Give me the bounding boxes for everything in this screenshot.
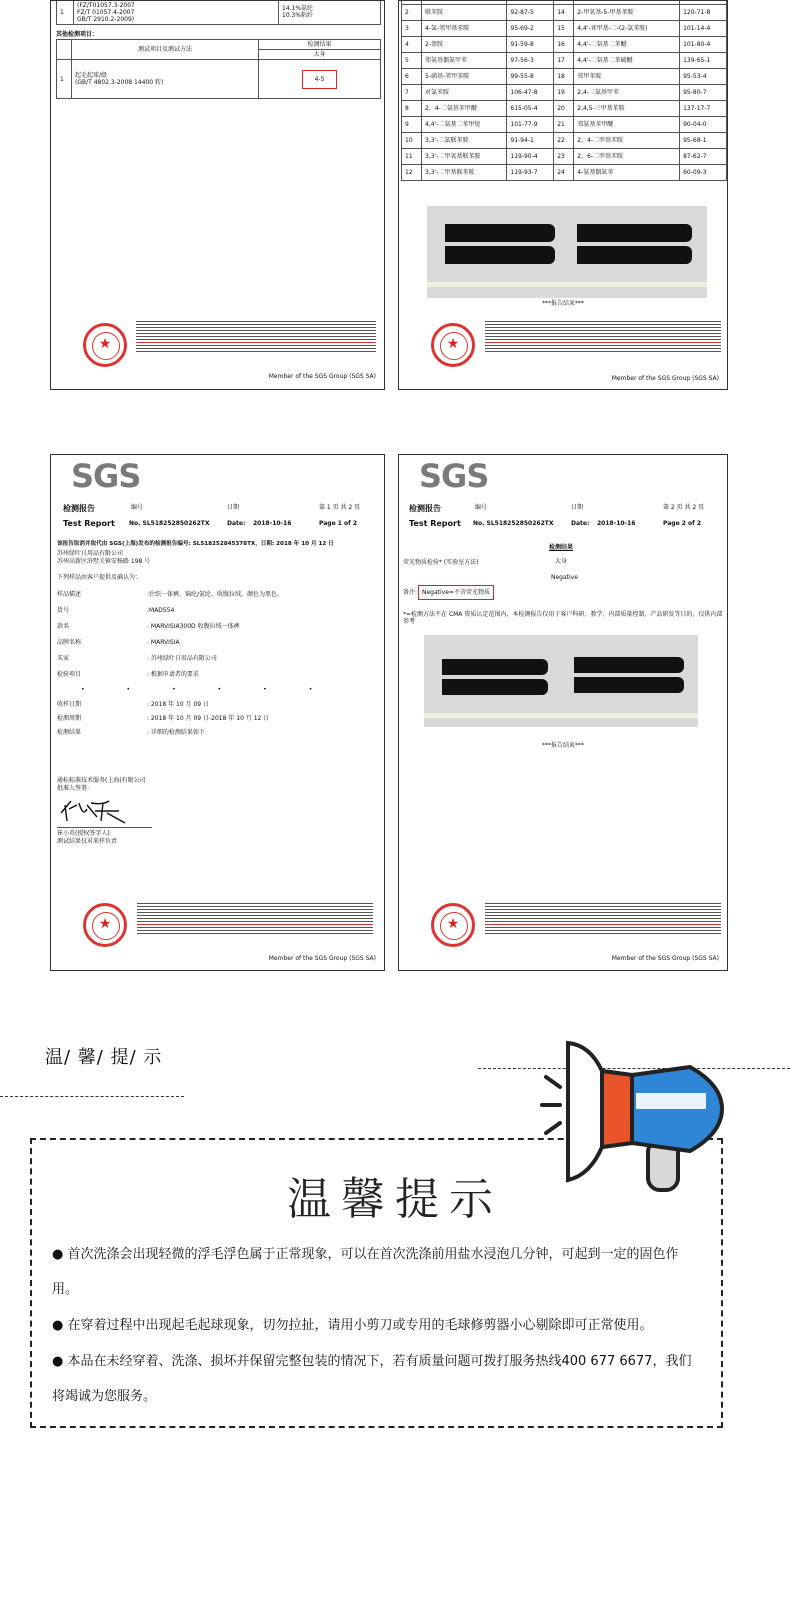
- table-cell: 2-萘胺: [422, 37, 507, 53]
- client-name: 苏州绿叶日用品有限公司: [57, 550, 124, 557]
- table-cell: 邻氨基苯甲醚: [574, 117, 680, 133]
- signature: [57, 795, 137, 825]
- field-value: : 2018 年 10 月 09 日-2018 年 10 月 12 日: [147, 715, 270, 722]
- table-cell: 2,4,5-三甲基苯胺: [574, 101, 680, 117]
- table-cell: 14: [554, 5, 574, 21]
- disclaimer: *=检测方法不在 CMA 资质认定范围内，本检测报告仅用于客户科研、教学、内部质量控制、产品研发等目的，仅供内部参考: [403, 611, 723, 625]
- field-label: 收样日期: [57, 701, 82, 708]
- report-page-1-fragment: [50, 0, 385, 390]
- row-no: 1: [57, 60, 72, 99]
- report-page-2: [398, 454, 728, 971]
- sgs-logo: SGS: [71, 457, 141, 495]
- table-cell: 17: [554, 53, 574, 69]
- table-cell: 4-氨基偶氮苯: [574, 165, 680, 181]
- fluorescence-result: Negative: [551, 574, 578, 581]
- page-cn: 第 2 页 共 2 页: [663, 504, 705, 511]
- field-value: : 详细的检测结果如下: [147, 729, 205, 736]
- date-value: 2018-10-16: [253, 520, 292, 527]
- table-cell: 邻氨基偶氮甲苯: [422, 53, 507, 69]
- field-label: 买家: [57, 655, 70, 662]
- amine-table: [401, 0, 727, 181]
- divider-left: [0, 1096, 184, 1097]
- table-row: [402, 37, 727, 53]
- no-label: 编号: [131, 504, 144, 511]
- title-en: Test Report: [63, 519, 115, 528]
- col-result: 检测结果: [259, 40, 381, 50]
- table-row: [402, 85, 727, 101]
- table-cell: 3,3'-二氯联苯胺: [422, 133, 507, 149]
- table-cell: 137-17-7: [680, 101, 727, 117]
- table-cell: 60-09-3: [680, 165, 727, 181]
- table-row: [402, 133, 727, 149]
- sgs-seal: ★: [431, 903, 475, 947]
- table-cell: 2，6-二甲基苯胺: [574, 149, 680, 165]
- field-label: 货号: [57, 607, 70, 614]
- sgs-seal: ★: [83, 903, 127, 947]
- result-size: 大身: [555, 558, 568, 565]
- date-label: Date:: [571, 520, 590, 527]
- note-prefix: 备注:: [403, 589, 418, 596]
- field-label: 款名: [57, 623, 70, 630]
- product-photo: [427, 206, 707, 298]
- table-cell: 3,3'-二甲基联苯胺: [422, 165, 507, 181]
- sgs-seal: ★: [431, 323, 475, 367]
- date-cn: 日期: [571, 504, 584, 511]
- table-cell: 4,4'-二氨基二苯甲烷: [422, 117, 507, 133]
- table-cell: 2，4-二氨基苯甲醚: [422, 101, 507, 117]
- table-cell: 2: [402, 5, 422, 21]
- table-cell: 101-77-9: [507, 117, 554, 133]
- tips-small-title: 温/ 馨/ 提/ 示: [45, 1047, 163, 1068]
- field-label: 样品描述: [57, 591, 82, 598]
- table-cell: 4: [402, 37, 422, 53]
- field-label: 品牌名称: [57, 639, 82, 646]
- member-text: Member of the SGS Group (SGS SA): [611, 955, 719, 962]
- table-cell: 91-94-1: [507, 133, 554, 149]
- dots-row: ••••••: [81, 686, 355, 693]
- table-cell: 6: [402, 69, 422, 85]
- table-cell: 2-甲氧基-5-甲基苯胺: [574, 5, 680, 21]
- table-row: [402, 117, 727, 133]
- product-photo: [424, 635, 698, 727]
- table-cell: 联苯胺: [422, 5, 507, 21]
- fine-print: [136, 321, 376, 354]
- table-cell: 3,3'-二甲氧基联苯胺: [422, 149, 507, 165]
- page-cn: 第 1 页 共 2 页: [319, 504, 361, 511]
- table-cell: 23: [554, 149, 574, 165]
- field-value: : MARVISIA: [147, 639, 180, 646]
- table-cell: 95-53-4: [680, 69, 727, 85]
- table-row: [402, 5, 727, 21]
- title-cn: 检测报告: [63, 504, 95, 513]
- table-cell: 18: [554, 69, 574, 85]
- table-cell: 3: [402, 21, 422, 37]
- tip-item-1: ● 首次洗涤会出现轻微的浮毛浮色属于正常现象，可以在首次洗涤前用盐水浸泡几分钟，可起到一定的固色作用。: [52, 1247, 679, 1297]
- table-cell: 101-80-4: [680, 37, 727, 53]
- signer-name: 崔小英(授权签字人): [57, 830, 110, 837]
- member-text: Member of the SGS Group (SGS SA): [268, 373, 376, 380]
- report-no: No. SL518252850262TX: [129, 520, 210, 527]
- row-item: 起毛起球/级 (GB/T 4802.3-2008 14400 转): [72, 60, 259, 99]
- table-cell: 119-90-4: [507, 149, 554, 165]
- table-cell: 4,4'-二氨基二苯硫醚: [574, 53, 680, 69]
- table-row: [402, 53, 727, 69]
- table-cell: 5-硝基-邻甲苯胺: [422, 69, 507, 85]
- member-text: Member of the SGS Group (SGS SA): [268, 955, 376, 962]
- tip-item-2: ● 在穿着过程中出现起毛起球现象，切勿拉扯，请用小剪刀或专用的毛球修剪器小心剔除即可正常使用。: [52, 1318, 653, 1333]
- approver-label: 批准人签署:: [57, 785, 90, 792]
- table-cell: 5: [402, 53, 422, 69]
- report-page-1: [50, 454, 385, 971]
- sgs-logo: SGS: [419, 457, 489, 495]
- other-items-label: 其他检测项目：: [56, 31, 99, 38]
- table-cell: 615-05-4: [507, 101, 554, 117]
- tips-title: 温馨提示: [287, 1174, 503, 1225]
- report-end: ***报告结束***: [541, 300, 584, 307]
- table-cell: 97-56-3: [507, 53, 554, 69]
- no-label: 编号: [475, 504, 488, 511]
- member-text: Member of the SGS Group (SGS SA): [611, 375, 719, 382]
- fluorescence-item: 荧光物质检验* (实验室方法): [403, 559, 479, 566]
- field-value: :MAD554: [147, 607, 175, 614]
- table-cell: 99-55-8: [507, 69, 554, 85]
- table-cell: 7: [402, 85, 422, 101]
- table-cell: 95-80-7: [680, 85, 727, 101]
- table-cell: 22: [554, 133, 574, 149]
- table-cell: 91-59-8: [507, 37, 554, 53]
- title-en: Test Report: [409, 519, 461, 528]
- table-row: [402, 149, 727, 165]
- provided-label: 下列样品由客户提供及确认为：: [57, 574, 142, 581]
- field-label: 检测结果: [57, 729, 82, 736]
- table-cell: 11: [402, 149, 422, 165]
- table-cell: 9: [402, 117, 422, 133]
- field-label: 检测周期: [57, 715, 82, 722]
- negative-note: Negative=不含荧光物质: [418, 585, 494, 600]
- table-cell: 95-69-2: [507, 21, 554, 37]
- table-cell: 106-47-8: [507, 85, 554, 101]
- field-label: 检验项目: [57, 671, 82, 678]
- table-cell: 2，4-二甲基苯胺: [574, 133, 680, 149]
- result-disclaimer: 测试结果仅对来样负责: [57, 838, 118, 845]
- pilling-table: [56, 39, 381, 99]
- table-row: [402, 101, 727, 117]
- fine-print: [137, 903, 373, 936]
- fine-print: [485, 321, 721, 354]
- tip-item-3: ● 本品在未经穿着、洗涤、损坏并保留完整包装的情况下，若有质量问题可拨打服务热线400 677 6677，我们将竭诚为您服务。: [52, 1354, 692, 1404]
- table-cell: 20: [554, 101, 574, 117]
- report-amine-table: [398, 0, 728, 390]
- table-cell: 92-87-5: [507, 5, 554, 21]
- fiber-table-end: 1 (FZ/T01057.3-2007 FZ/T 01057.4-2007 GB/T 2910.2-2009) 14.1%氨纶 10.3%粘纤: [56, 0, 381, 25]
- table-cell: 10: [402, 133, 422, 149]
- table-row: [402, 21, 727, 37]
- col-size: 大身: [259, 50, 381, 60]
- table-cell: 邻甲苯胺: [574, 69, 680, 85]
- table-cell: 21: [554, 117, 574, 133]
- table-row: [402, 69, 727, 85]
- table-row: [402, 165, 727, 181]
- table-cell: 95-68-1: [680, 133, 727, 149]
- date-cn: 日期: [227, 504, 240, 511]
- sgs-seal: ★: [83, 323, 127, 367]
- report-end: ***报告结束***: [541, 742, 584, 749]
- title-cn: 检测报告: [409, 504, 441, 513]
- table-cell: 16: [554, 37, 574, 53]
- result-head: 检测结果: [549, 544, 574, 551]
- table-cell: 4-氯-邻甲基苯胺: [422, 21, 507, 37]
- company-sign: 通标标准技术服务(上海)有限公司: [57, 777, 146, 784]
- date-value: 2018-10-16: [597, 520, 636, 527]
- page-en: Page 1 of 2: [319, 520, 357, 527]
- table-cell: 119-93-7: [507, 165, 554, 181]
- table-cell: 87-62-7: [680, 149, 727, 165]
- field-value: :针织一体裤，锦纶/氨纶，收腹拉绒，颜色为黑色。: [147, 591, 284, 598]
- table-cell: 24: [554, 165, 574, 181]
- table-cell: 139-65-1: [680, 53, 727, 69]
- table-cell: 120-71-8: [680, 5, 727, 21]
- table-cell: 12: [402, 165, 422, 181]
- pilling-grade: 4-5: [302, 70, 338, 89]
- table-cell: 101-14-4: [680, 21, 727, 37]
- fiber-cell: 14.1%氨纶 10.3%粘纤: [279, 0, 381, 25]
- field-value: : 根据申请者的要求: [147, 671, 199, 678]
- table-cell: 2,4-二氨基甲苯: [574, 85, 680, 101]
- replace-line: 该报告取消并取代由 SGS(上海)发布的检测报告编号: SL518252845378TX，日期: 2018 年 10 月 12 日: [57, 541, 334, 547]
- field-value: : MARVISIA300D 收腹拉绒一体裤: [147, 623, 240, 630]
- date-label: Date:: [227, 520, 246, 527]
- table-cell: 19: [554, 85, 574, 101]
- table-cell: 15: [554, 21, 574, 37]
- client-address: 苏州高新区浒墅关镇安杨路 198 号: [57, 558, 151, 565]
- page-en: Page 2 of 2: [663, 520, 701, 527]
- table-cell: 90-04-0: [680, 117, 727, 133]
- standards-cell: (FZ/T01057.3-2007 FZ/T 01057.4-2007 GB/T 2910.2-2009): [74, 0, 279, 25]
- col-method: 测试项目及测试方法: [72, 40, 259, 60]
- table-cell: 8: [402, 101, 422, 117]
- report-no: No. SL518252850262TX: [473, 520, 554, 527]
- table-cell: 4,4'-亚甲基-二-(2-氯苯胺): [574, 21, 680, 37]
- table-cell: 4,4'-二氨基二苯醚: [574, 37, 680, 53]
- fine-print: [485, 903, 721, 936]
- field-value: : 苏州绿叶日用品有限公司: [147, 655, 217, 662]
- field-value: : 2018 年 10 月 09 日: [147, 701, 210, 708]
- table-cell: 对氯苯胺: [422, 85, 507, 101]
